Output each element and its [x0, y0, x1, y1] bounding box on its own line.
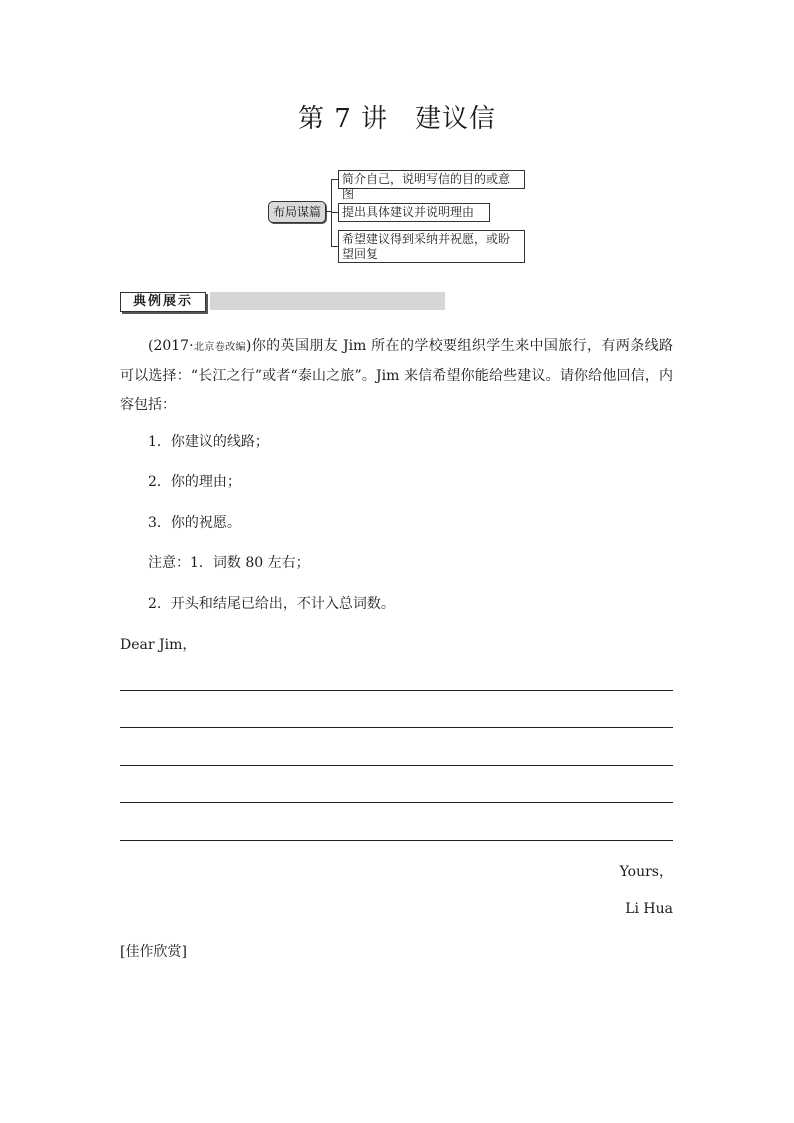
task-point-3: 3．你的祝愿。: [148, 515, 241, 531]
section-label: 典例展示: [120, 292, 206, 312]
task-source-year: (2017·: [148, 338, 194, 354]
mindmap-root: 布局谋篇: [268, 201, 326, 223]
letter-closing: Yours，: [619, 864, 673, 880]
mindmap-connector: [331, 246, 338, 247]
mindmap-branch-1: 简介自己，说明写信的目的或意图: [338, 170, 525, 189]
task-note-2: 2．开头和结尾已给出，不计入总词数。: [148, 596, 395, 612]
writing-line: [120, 802, 673, 803]
task-prompt: [120, 332, 673, 420]
writing-line: [120, 727, 673, 728]
letter-greeting: Dear Jim，: [120, 637, 197, 653]
mindmap-connector: [331, 179, 338, 180]
task-note: 注意：1．词数 80 左右；: [148, 555, 310, 571]
page-title: 第 7 讲 建议信: [297, 104, 497, 134]
appreciation-label: [佳作欣赏]: [120, 944, 187, 960]
writing-line: [120, 840, 673, 841]
task-source-tag: 北京卷改编: [193, 342, 246, 353]
section-bar: [210, 292, 445, 310]
writing-line: [120, 765, 673, 766]
task-point-1: 1．你建议的线路；: [148, 434, 269, 450]
mindmap-connector: [331, 212, 338, 213]
task-point-2: 2．你的理由；: [148, 474, 241, 490]
mindmap-branch-2: 提出具体建议并说明理由: [338, 203, 490, 222]
writing-line: [120, 690, 673, 691]
task-prompt-text: 你的英国朋友 Jim 所在的学校要组织学生来中国旅行，有两条线路可以选择：“长江之行”或者“泰山之旅”。Jim 来信希望你能给些建议。请你给他回信，内容包括：: [120, 338, 674, 413]
mindmap-branch-3: 希望建议得到采纳并祝愿，或盼望回复: [338, 230, 525, 263]
task-source-close: ): [245, 338, 252, 354]
letter-signature: Li Hua: [625, 901, 673, 917]
